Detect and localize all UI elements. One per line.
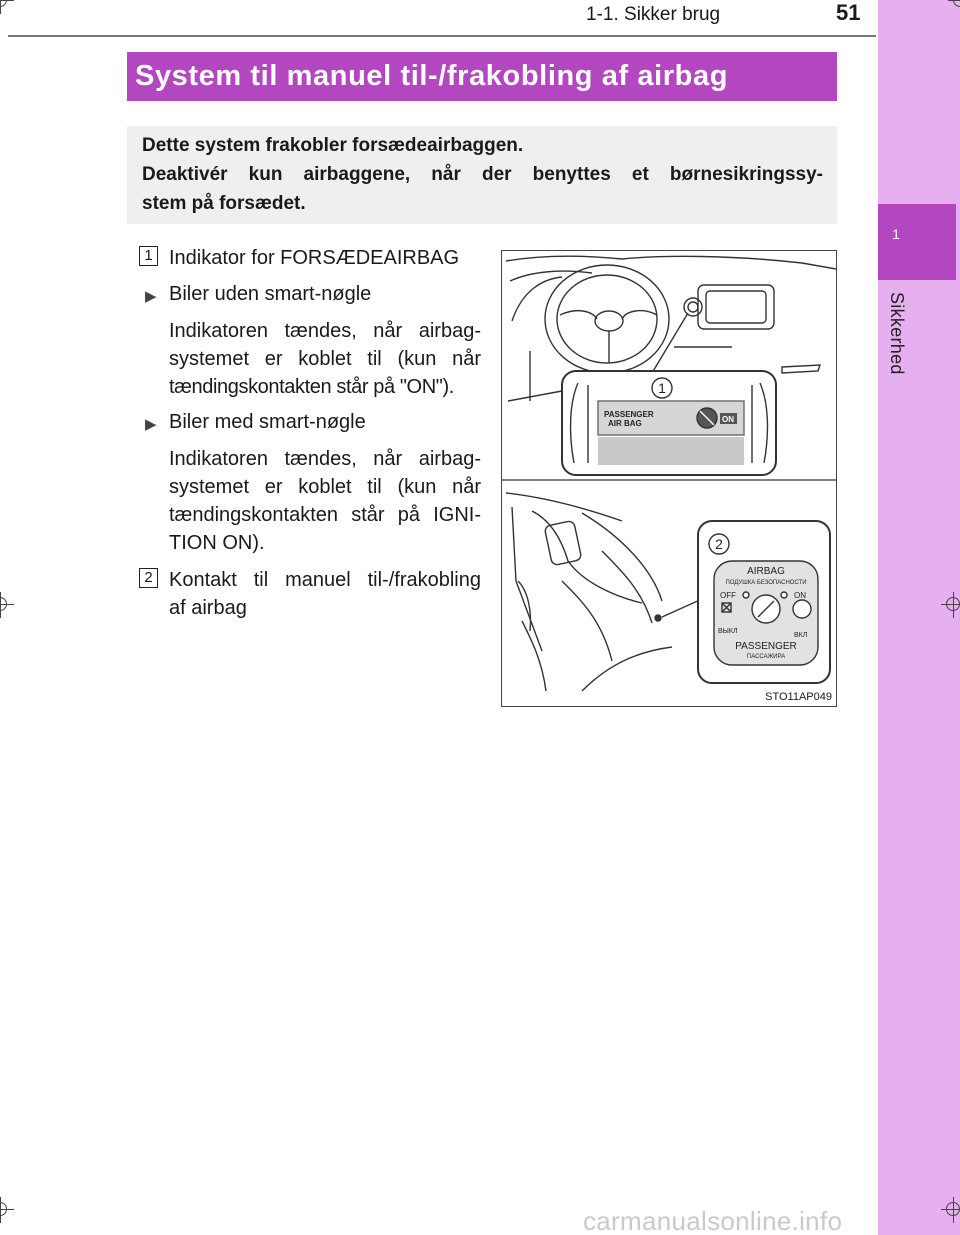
intro-box	[127, 126, 837, 224]
subitem-2-line-3: tændingskontakten står på IGNI-	[169, 504, 481, 526]
intro-line-1: Dette system frakobler forsædeairbaggen.	[142, 135, 524, 156]
page-title: System til manuel til-/frakobling af airbag	[135, 60, 729, 92]
indicator-label-passenger: PASSENGER	[604, 410, 654, 419]
subitem-2-line-4: TION ON).	[169, 532, 265, 554]
section-title: 1-1. Sikker brug	[586, 4, 721, 25]
switch-passenger-ru: ПАССАЖИРА	[746, 654, 786, 660]
page-number: 51	[836, 0, 861, 25]
switch-on-label: ON	[794, 591, 806, 600]
item-badge-2: 2	[139, 568, 158, 588]
intro-line-3: stem på forsædet.	[142, 193, 306, 214]
indicator-on-label: ON	[722, 415, 734, 424]
watermark: carmanualsonline.info	[583, 1206, 843, 1235]
arrow-bullet-icon: ▶	[145, 288, 157, 305]
chapter-number: 1	[892, 226, 900, 242]
item-2-line-1: Kontakt til manuel til-/frakobling	[169, 569, 481, 591]
dashboard-drawing	[502, 251, 837, 707]
subitem-2-line-1: Indikatoren tændes, når airbag-	[169, 448, 481, 470]
figure-code: STO11AP049	[765, 691, 832, 703]
switch-on-ru: ВКЛ	[794, 632, 808, 639]
item-1-label: Indikator for FORSÆDEAIRBAG	[169, 247, 460, 269]
subitem-1-line-1: Indikatoren tændes, når airbag-	[169, 320, 481, 342]
switch-off-ru: ВЫКЛ	[718, 628, 738, 635]
crop-mark-icon	[946, 597, 960, 611]
callout-2: 2	[715, 536, 723, 552]
chapter-side-band	[878, 0, 960, 1235]
item-badge-1: 1	[139, 246, 158, 266]
switch-off-label: OFF	[720, 591, 736, 600]
chapter-label: Sikkerhed	[887, 292, 907, 375]
crop-mark-icon	[0, 1202, 7, 1216]
subitem-2-heading: Biler med smart-nøgle	[169, 411, 366, 433]
crop-mark-icon	[0, 597, 7, 611]
item-2-line-2: af airbag	[169, 597, 247, 619]
crop-mark-icon	[0, 0, 7, 7]
switch-title: AIRBAG	[747, 566, 785, 577]
crop-mark-icon	[946, 1202, 960, 1216]
airbag-illustration	[501, 250, 837, 707]
subitem-1-heading: Biler uden smart-nøgle	[169, 283, 372, 305]
switch-title-ru: ПОДУШКА БЕЗОПАСНОСТИ	[725, 580, 807, 586]
page-title-bar	[127, 52, 837, 101]
switch-passenger: PASSENGER	[735, 641, 797, 652]
subitem-1-line-2: systemet er koblet til (kun når	[169, 348, 481, 370]
subitem-1-line-3: tændingskontakten står på "ON").	[169, 376, 454, 398]
subitem-2-line-2: systemet er koblet til (kun når	[169, 476, 481, 498]
header-rule	[8, 35, 876, 37]
callout-1: 1	[658, 380, 666, 396]
indicator-label-airbag: AIR BAG	[608, 419, 642, 428]
arrow-bullet-icon: ▶	[145, 416, 157, 433]
chapter-tab	[878, 204, 956, 280]
intro-line-2: Deaktivér kun airbaggene, når der benyttes et børnesikringssy-	[142, 164, 823, 185]
